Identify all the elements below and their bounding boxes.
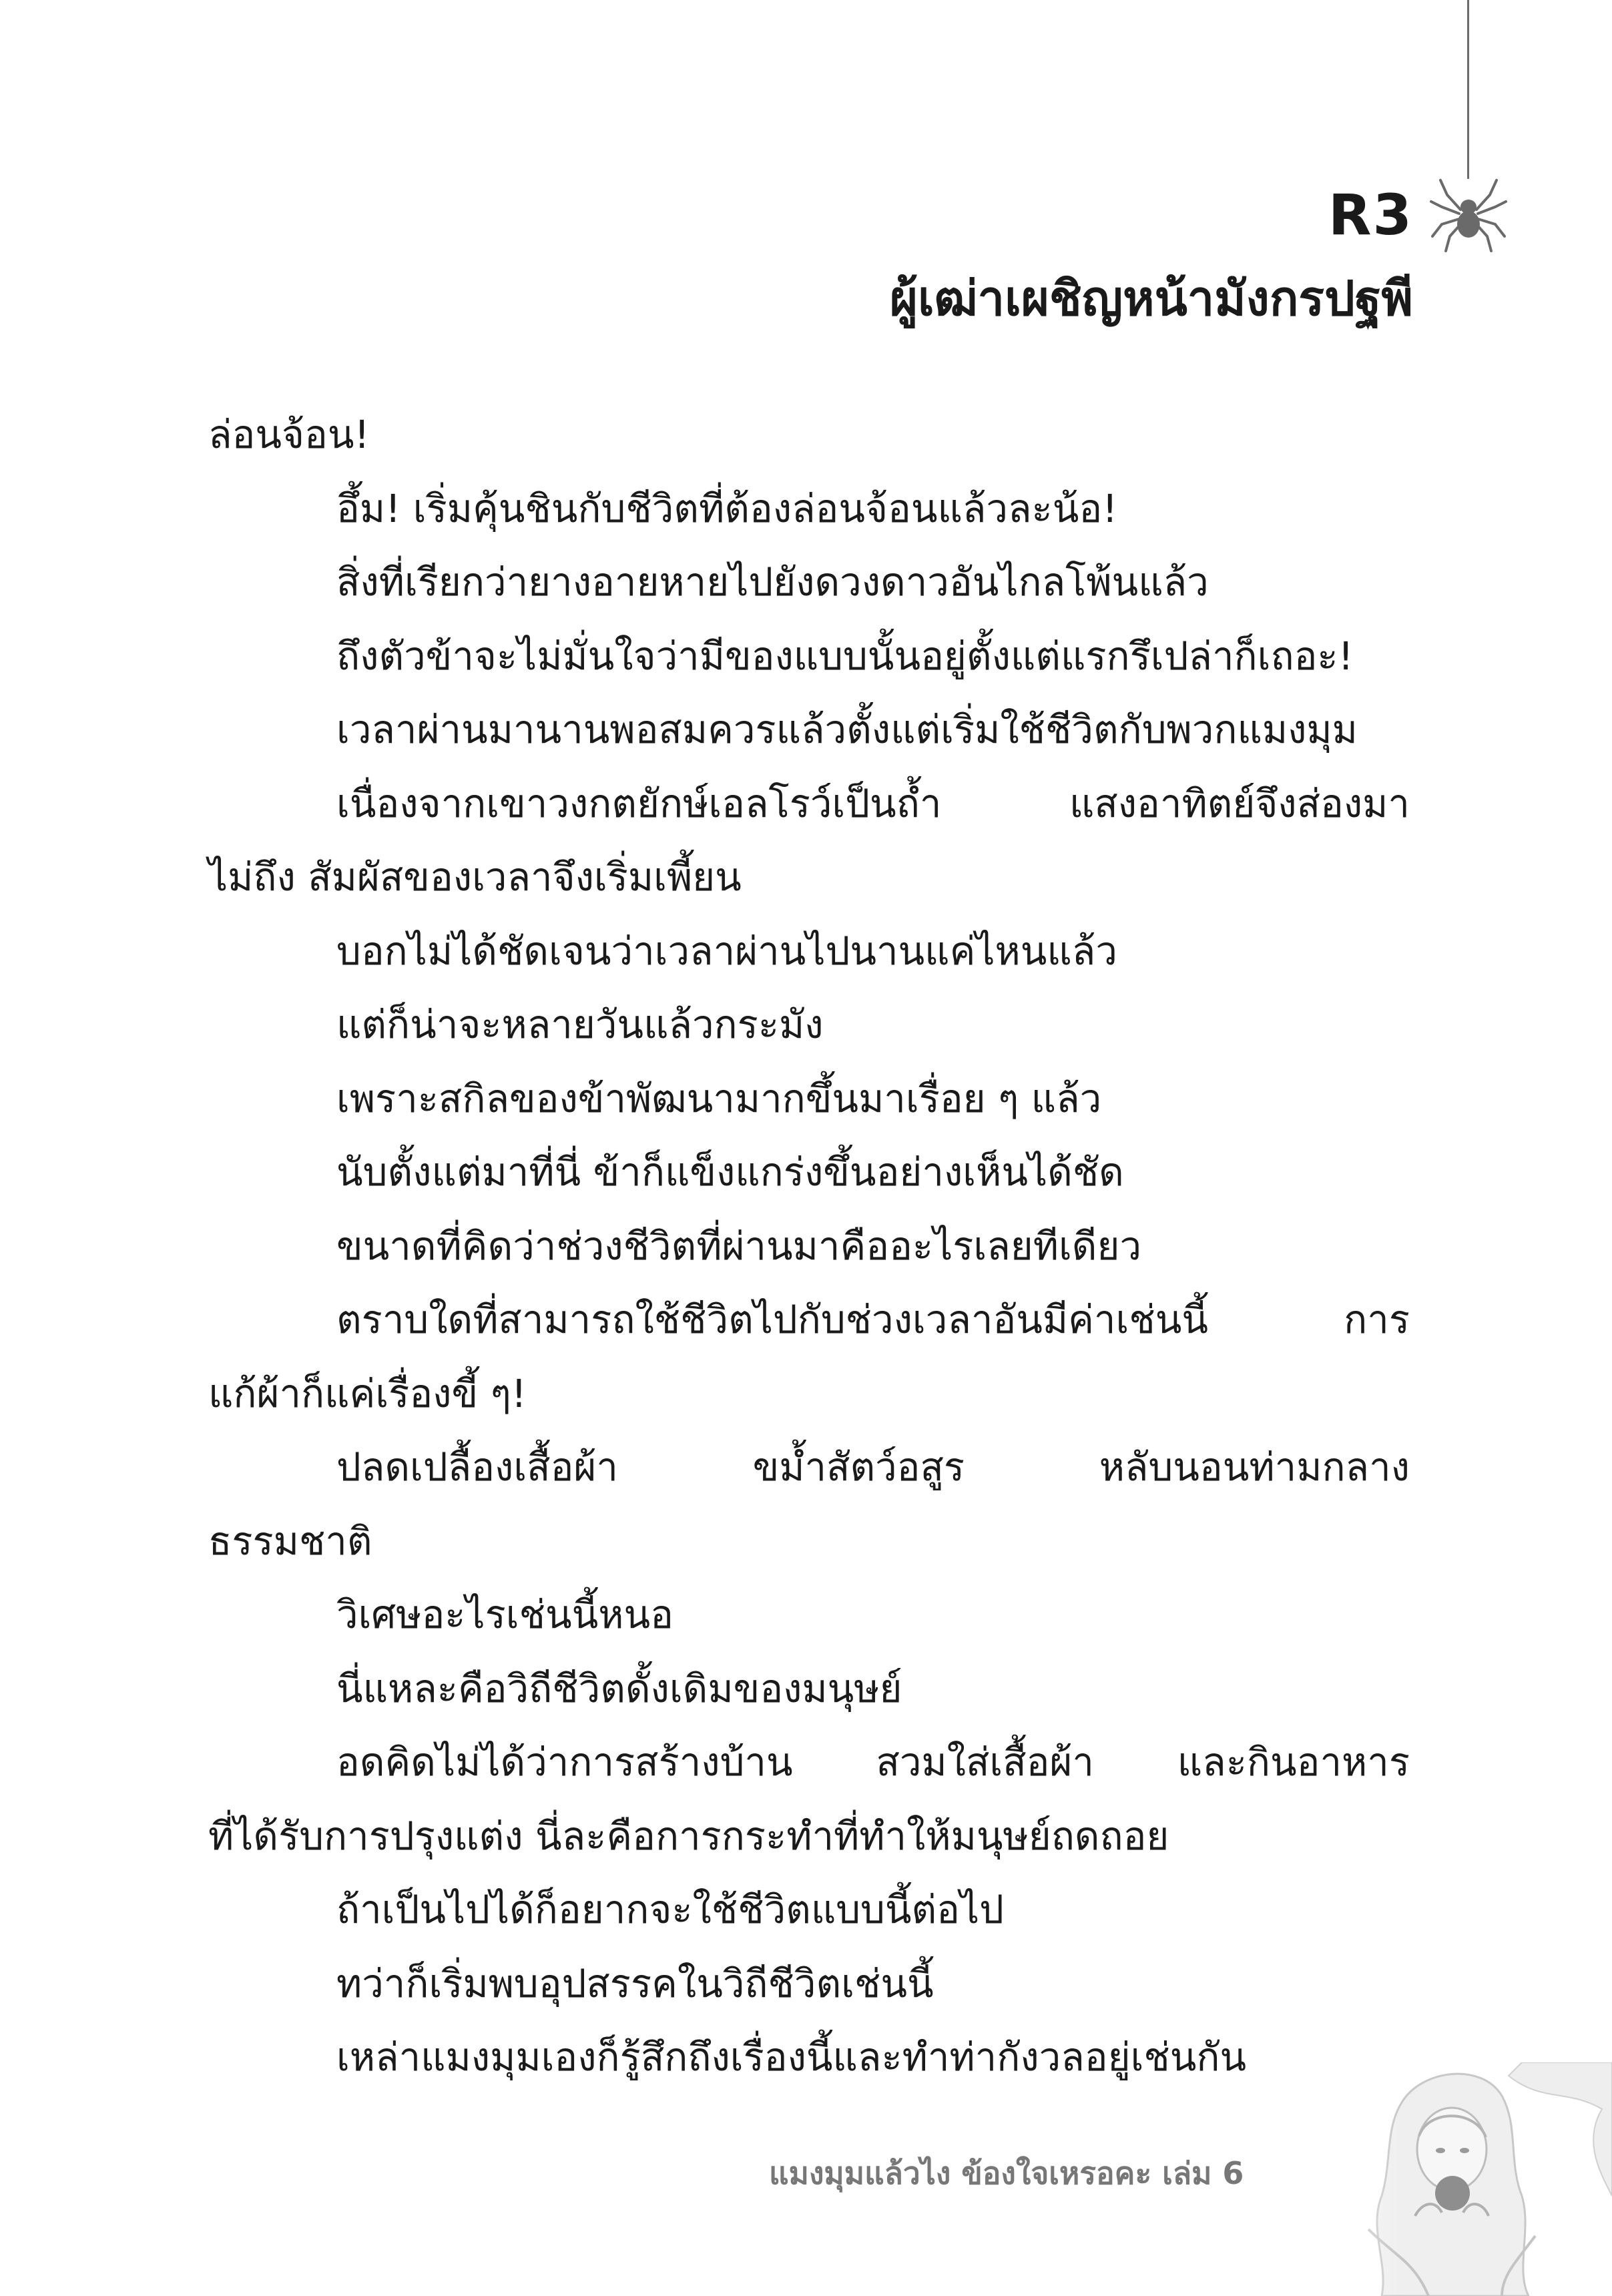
text-segment: ขม้ำสัตว์อสูร xyxy=(752,1444,965,1490)
chapter-title: ผู้เฒ่าเผชิญหน้ามังกรปฐพี xyxy=(889,270,1413,326)
text-line xyxy=(208,1725,1410,1799)
text-line xyxy=(208,1430,1410,1504)
text-segment: หลับนอนท่ามกลาง xyxy=(1099,1444,1410,1490)
body-text xyxy=(208,398,1410,2094)
text-line: ถ้าเป็นไปได้ก็อยากจะใช้ชีวิตแบบนี้ต่อไป xyxy=(336,1887,1004,1932)
text-segment: สวมใส่เสื้อผ้า xyxy=(876,1739,1094,1785)
text-segment: อดคิดไม่ได้ว่าการสร้างบ้าน xyxy=(336,1739,793,1785)
girl-illustration xyxy=(1288,2062,1612,2296)
text-line: นี่แหละคือวิถีชีวิตดั้งเดิมของมนุษย์ xyxy=(336,1665,902,1711)
text-line: แต่ก็น่าจะหลายวันแล้วกระมัง xyxy=(336,1002,824,1047)
spider-thread xyxy=(1467,0,1469,179)
text-line: บอกไม่ได้ชัดเจนว่าเวลาผ่านไปนานแค่ไหนแล้ว xyxy=(336,928,1117,974)
footer-book-title: แมงมุมแล้วไง ข้องใจเหรอคะ เล่ม 6 xyxy=(769,2155,1244,2191)
text-line: ถึงตัวข้าจะไม่มั่นใจว่ามีของแบบนั้นอยู่ตั้งแต่แรกรึเปล่าก็เถอะ! xyxy=(336,633,1354,679)
text-line: เพราะสกิลของข้าพัฒนามากขึ้นมาเรื่อย ๆ แล้ว xyxy=(336,1075,1102,1121)
text-segment: ปลดเปลื้องเสื้อผ้า xyxy=(336,1444,618,1490)
text-segment: ตราบใดที่สามารถใช้ชีวิตไปกับช่วงเวลาอันมีค่าเช่นนี้ xyxy=(336,1297,1208,1342)
text-line: แก้ผ้าก็แค่เรื่องขี้ ๆ! xyxy=(208,1370,527,1416)
text-segment: และกินอาหาร xyxy=(1177,1739,1410,1785)
text-line xyxy=(208,1283,1410,1357)
spider-icon xyxy=(1428,175,1509,255)
text-segment: การ xyxy=(1344,1297,1410,1342)
text-line xyxy=(208,767,1410,841)
text-line: อึ้ม! เริ่มคุ้นชินกับชีวิตที่ต้องล่อนจ้อนแล้วละน้อ! xyxy=(336,485,1118,531)
text-line: เหล่าแมงมุมเองก็รู้สึกถึงเรื่องนี้และทำท่ากังวลอยู่เช่นกัน xyxy=(336,2034,1247,2080)
text-line: ขนาดที่คิดว่าช่วงชีวิตที่ผ่านมาคืออะไรเลยทีเดียว xyxy=(336,1223,1142,1269)
text-line: เวลาผ่านมานานพอสมควรแล้วตั้งแต่เริ่มใช้ชีวิตกับพวกแมงมุม xyxy=(336,707,1358,752)
text-line: ธรรมชาติ xyxy=(208,1518,372,1564)
text-line: วิเศษอะไรเช่นนี้หนอ xyxy=(336,1592,674,1637)
chapter-number: R3 xyxy=(1328,182,1413,248)
text-segment: แสงอาทิตย์จึงส่องมา xyxy=(1069,780,1410,826)
text-segment: เนื่องจากเขาวงกตยักษ์เอลโรว์เป็นถ้ำ xyxy=(336,780,942,826)
text-line: ล่อนจ้อน! xyxy=(208,412,370,457)
text-line: ทว่าก็เริ่มพบอุปสรรคในวิถีชีวิตเช่นนี้ xyxy=(336,1960,934,2006)
text-line: ไม่ถึง สัมผัสของเวลาจึงเริ่มเพี้ยน xyxy=(208,854,742,900)
text-line: ที่ได้รับการปรุงแต่ง นี่ละคือการกระทำที่ทำให้มนุษย์ถดถอย xyxy=(208,1813,1169,1859)
text-line: นับตั้งแต่มาที่นี่ ข้าก็แข็งแกร่งขึ้นอย่างเห็นได้ชัด xyxy=(336,1149,1124,1195)
text-line: สิ่งที่เรียกว่ายางอายหายไปยังดวงดาวอันไกลโพ้นแล้ว xyxy=(336,559,1209,605)
